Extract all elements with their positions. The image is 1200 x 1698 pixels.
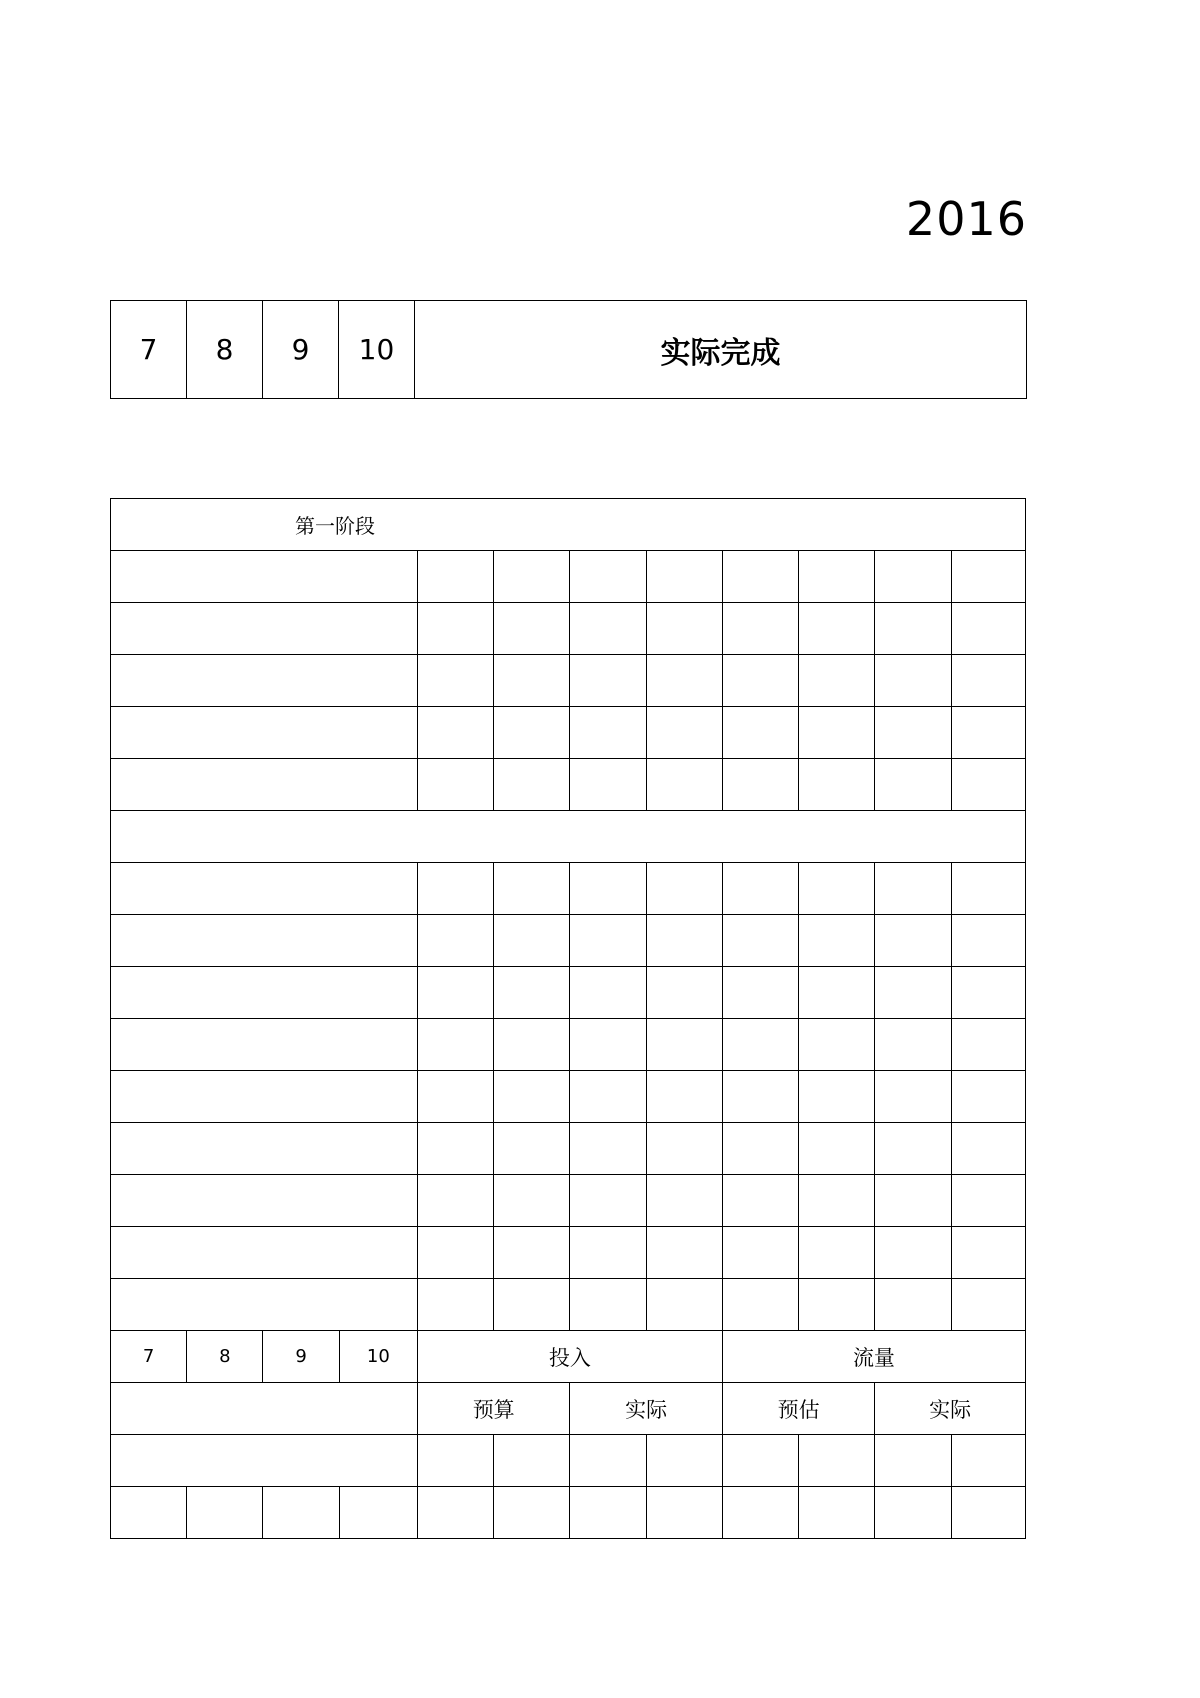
grid-cell[interactable]	[570, 603, 646, 655]
grid-cell[interactable]	[722, 603, 798, 655]
footer-month-cell: 9	[263, 1331, 339, 1383]
grid-cell[interactable]	[722, 707, 798, 759]
grid-cell[interactable]	[875, 551, 951, 603]
grid-cell[interactable]	[570, 967, 646, 1019]
grid-cell[interactable]	[494, 1279, 570, 1331]
grid-cell[interactable]	[417, 1071, 493, 1123]
grid-cell[interactable]	[951, 1175, 1025, 1227]
grid-cell[interactable]	[722, 1279, 798, 1331]
grid-cell[interactable]	[417, 551, 493, 603]
month-cell: 8	[187, 301, 263, 399]
grid-cell[interactable]	[799, 759, 875, 811]
flow-actual-header: 实际	[875, 1383, 1026, 1435]
grid-cell[interactable]	[951, 915, 1025, 967]
row-label-cell[interactable]	[111, 1435, 418, 1487]
table-row	[111, 301, 1027, 399]
grid-cell[interactable]	[875, 1227, 951, 1279]
grid-cell[interactable]	[799, 1279, 875, 1331]
grid-cell[interactable]	[494, 1071, 570, 1123]
grid-cell[interactable]	[570, 707, 646, 759]
grid-cell[interactable]	[646, 655, 722, 707]
grid-cell[interactable]	[951, 759, 1025, 811]
grid-cell[interactable]	[875, 655, 951, 707]
stage-header-row	[111, 499, 1026, 551]
grid-cell[interactable]	[646, 1435, 722, 1487]
grid-cell[interactable]	[799, 1123, 875, 1175]
grid-cell[interactable]	[417, 1279, 493, 1331]
grid-cell[interactable]	[875, 603, 951, 655]
grid-cell[interactable]	[494, 707, 570, 759]
footer-month-cell: 7	[111, 1331, 187, 1383]
grid-cell[interactable]	[875, 1175, 951, 1227]
grid-cell[interactable]	[722, 1435, 798, 1487]
grid-cell[interactable]	[417, 707, 493, 759]
table-row	[111, 1019, 1026, 1071]
grid-cell[interactable]	[722, 1175, 798, 1227]
row-label-cell[interactable]	[111, 603, 418, 655]
grid-cell[interactable]	[494, 603, 570, 655]
month-cell: 10	[339, 301, 415, 399]
grid-cell[interactable]	[799, 1175, 875, 1227]
row-label-cell[interactable]	[111, 1279, 418, 1331]
row-label-cell[interactable]	[111, 655, 418, 707]
grid-cell[interactable]	[494, 1019, 570, 1071]
grid-cell[interactable]	[799, 1227, 875, 1279]
stage-label: 第一阶段	[111, 499, 1026, 551]
grid-cell[interactable]	[722, 1123, 798, 1175]
actual-completion-title: 实际完成	[415, 301, 1027, 399]
grid-cell[interactable]	[570, 1435, 646, 1487]
grid-cell[interactable]	[646, 967, 722, 1019]
row-label-cell[interactable]	[111, 915, 418, 967]
grid-cell[interactable]	[875, 967, 951, 1019]
grid-cell[interactable]	[722, 1019, 798, 1071]
row-label-cell[interactable]	[111, 707, 418, 759]
grid-cell[interactable]	[951, 707, 1025, 759]
grid-cell[interactable]	[570, 655, 646, 707]
grid-cell[interactable]	[494, 1123, 570, 1175]
grid-cell[interactable]	[570, 551, 646, 603]
section-separator-row	[111, 811, 1026, 863]
grid-cell[interactable]	[722, 967, 798, 1019]
grid-cell[interactable]	[187, 1487, 263, 1539]
grid-cell[interactable]	[417, 603, 493, 655]
grid-cell[interactable]	[799, 1071, 875, 1123]
grid-cell[interactable]	[570, 1279, 646, 1331]
table-row	[111, 655, 1026, 707]
grid-cell[interactable]	[951, 603, 1025, 655]
table-row	[111, 1071, 1026, 1123]
grid-cell[interactable]	[722, 1071, 798, 1123]
grid-cell[interactable]	[417, 655, 493, 707]
grid-cell[interactable]	[799, 863, 875, 915]
separator-cell	[111, 811, 1026, 863]
grid-cell[interactable]	[263, 1487, 339, 1539]
grid-cell[interactable]	[951, 1487, 1025, 1539]
investment-actual-header: 实际	[570, 1383, 722, 1435]
grid-cell[interactable]	[570, 915, 646, 967]
grid-cell[interactable]	[417, 1435, 493, 1487]
table-row	[111, 707, 1026, 759]
footer-month-cell: 8	[187, 1331, 263, 1383]
grid-cell[interactable]	[494, 655, 570, 707]
grid-cell[interactable]	[494, 759, 570, 811]
grid-cell[interactable]	[722, 1227, 798, 1279]
grid-cell[interactable]	[570, 1227, 646, 1279]
grid-cell[interactable]	[417, 863, 493, 915]
grid-cell[interactable]	[875, 1071, 951, 1123]
grid-cell[interactable]	[494, 551, 570, 603]
grid-cell[interactable]	[646, 1071, 722, 1123]
grid-cell[interactable]	[875, 1487, 951, 1539]
grid-cell[interactable]	[722, 759, 798, 811]
grid-cell[interactable]	[722, 1487, 798, 1539]
table-row	[111, 1175, 1026, 1227]
grid-cell[interactable]	[494, 863, 570, 915]
grid-cell[interactable]	[875, 707, 951, 759]
table-row	[111, 603, 1026, 655]
grid-cell[interactable]	[646, 915, 722, 967]
grid-cell[interactable]	[799, 603, 875, 655]
grid-cell[interactable]	[951, 1435, 1025, 1487]
row-label-cell[interactable]	[111, 1227, 418, 1279]
grid-cell[interactable]	[570, 1123, 646, 1175]
grid-cell[interactable]	[417, 1019, 493, 1071]
row-label-cell[interactable]	[111, 1123, 418, 1175]
grid-cell[interactable]	[951, 1123, 1025, 1175]
month-summary-table	[110, 300, 1027, 399]
grid-cell[interactable]	[799, 551, 875, 603]
table-row	[111, 1227, 1026, 1279]
footer-month-cell: 10	[339, 1331, 417, 1383]
table-row	[111, 1435, 1026, 1487]
grid-cell[interactable]	[799, 967, 875, 1019]
month-cell: 7	[111, 301, 187, 399]
grid-cell[interactable]	[570, 1175, 646, 1227]
stage-table	[110, 498, 1026, 1539]
grid-cell[interactable]	[417, 1123, 493, 1175]
grid-cell[interactable]	[646, 759, 722, 811]
grid-cell[interactable]	[646, 551, 722, 603]
grid-cell[interactable]	[875, 1123, 951, 1175]
grid-cell[interactable]	[646, 863, 722, 915]
grid-cell[interactable]	[875, 1279, 951, 1331]
row-label-cell[interactable]	[111, 1175, 418, 1227]
table-row	[111, 1487, 1026, 1539]
grid-cell[interactable]	[494, 1435, 570, 1487]
row-label-cell[interactable]	[111, 551, 418, 603]
grid-cell[interactable]	[570, 1071, 646, 1123]
grid-cell[interactable]	[951, 551, 1025, 603]
grid-cell[interactable]	[951, 1279, 1025, 1331]
grid-cell[interactable]	[494, 1487, 570, 1539]
grid-cell[interactable]	[875, 1435, 951, 1487]
footer-header-row	[111, 1331, 1026, 1383]
row-label-cell[interactable]	[111, 967, 418, 1019]
grid-cell[interactable]	[951, 863, 1025, 915]
row-label-cell[interactable]	[111, 759, 418, 811]
grid-cell[interactable]	[417, 1487, 493, 1539]
grid-cell[interactable]	[494, 915, 570, 967]
grid-cell[interactable]	[494, 967, 570, 1019]
flow-header: 流量	[722, 1331, 1025, 1383]
grid-cell[interactable]	[646, 1279, 722, 1331]
table-row	[111, 967, 1026, 1019]
year-label: 2016	[905, 192, 1027, 246]
grid-cell[interactable]	[722, 915, 798, 967]
grid-cell[interactable]	[417, 1175, 493, 1227]
grid-cell[interactable]	[951, 1019, 1025, 1071]
grid-cell[interactable]	[570, 759, 646, 811]
table-row	[111, 1279, 1026, 1331]
grid-cell[interactable]	[875, 1019, 951, 1071]
grid-cell[interactable]	[417, 967, 493, 1019]
grid-cell[interactable]	[646, 1019, 722, 1071]
row-label-cell[interactable]	[111, 863, 418, 915]
grid-cell[interactable]	[646, 603, 722, 655]
grid-cell[interactable]	[951, 655, 1025, 707]
grid-cell[interactable]	[570, 1487, 646, 1539]
table-row	[111, 1123, 1026, 1175]
month-cell: 9	[263, 301, 339, 399]
grid-cell[interactable]	[494, 1227, 570, 1279]
grid-cell[interactable]	[799, 1435, 875, 1487]
grid-cell[interactable]	[646, 1175, 722, 1227]
grid-cell[interactable]	[646, 1487, 722, 1539]
grid-cell[interactable]	[417, 759, 493, 811]
estimate-header: 预估	[722, 1383, 874, 1435]
grid-cell[interactable]	[722, 551, 798, 603]
grid-cell[interactable]	[875, 915, 951, 967]
budget-header: 预算	[417, 1383, 569, 1435]
grid-cell[interactable]	[646, 1123, 722, 1175]
grid-cell[interactable]	[417, 915, 493, 967]
grid-cell[interactable]	[951, 1071, 1025, 1123]
grid-cell[interactable]	[570, 1019, 646, 1071]
row-label-cell[interactable]	[111, 1019, 418, 1071]
table-row	[111, 551, 1026, 603]
grid-cell[interactable]	[722, 655, 798, 707]
grid-cell[interactable]	[646, 707, 722, 759]
row-label-cell[interactable]	[111, 1071, 418, 1123]
investment-header: 投入	[417, 1331, 722, 1383]
grid-cell[interactable]	[799, 1487, 875, 1539]
grid-cell[interactable]	[339, 1487, 417, 1539]
grid-cell[interactable]	[646, 1227, 722, 1279]
grid-cell[interactable]	[494, 1175, 570, 1227]
grid-cell[interactable]	[799, 707, 875, 759]
grid-cell[interactable]	[799, 915, 875, 967]
grid-cell[interactable]	[799, 1019, 875, 1071]
grid-cell[interactable]	[722, 863, 798, 915]
table-row	[111, 863, 1026, 915]
grid-cell[interactable]	[799, 655, 875, 707]
table-row	[111, 915, 1026, 967]
table-row	[111, 759, 1026, 811]
subheader-blank-cell	[111, 1383, 418, 1435]
footer-subheader-row	[111, 1383, 1026, 1435]
grid-cell[interactable]	[111, 1487, 187, 1539]
grid-cell[interactable]	[951, 1227, 1025, 1279]
grid-cell[interactable]	[875, 759, 951, 811]
grid-cell[interactable]	[875, 863, 951, 915]
grid-cell[interactable]	[417, 1227, 493, 1279]
grid-cell[interactable]	[951, 967, 1025, 1019]
grid-cell[interactable]	[570, 863, 646, 915]
